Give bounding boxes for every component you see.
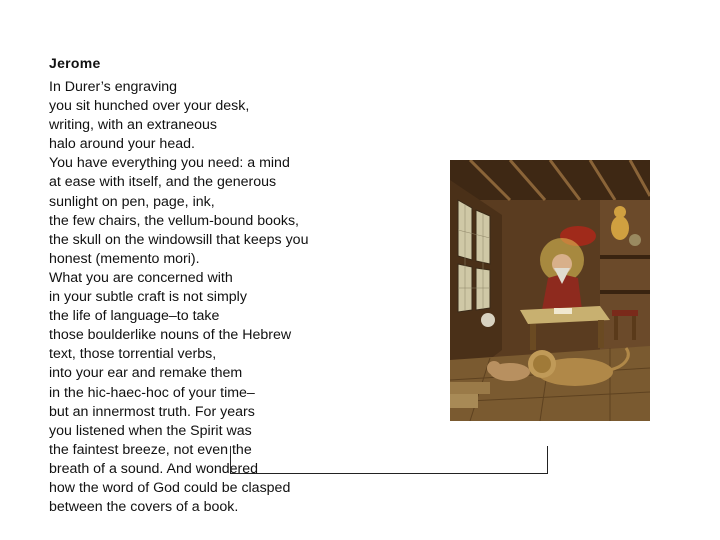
poem-line: the life of language–to take <box>49 308 220 325</box>
poem-line: between the covers of a book. <box>49 499 239 516</box>
poem-line: breath of a sound. And wondered <box>49 460 259 477</box>
poem-line: What you are concerned with <box>49 269 233 286</box>
poem-line: you sit hunched over your desk, <box>49 98 250 115</box>
poem-line: You have everything you need: a mind <box>49 155 290 172</box>
poem-title: Jerome <box>49 55 101 71</box>
poem-line: at ease with itself, and the generous <box>49 174 277 191</box>
poem-line: sunlight on pen, page, ink, <box>49 193 215 210</box>
poem-line: In Durer’s engraving <box>49 79 178 95</box>
poem-line: in the hic-haec-hoc of your time– <box>49 384 255 401</box>
poem-line: writing, with an extraneous <box>49 117 217 134</box>
artwork-illustration <box>450 160 650 421</box>
poem-line: the skull on the windowsill that keeps you <box>49 231 309 248</box>
poem-line: the faintest breeze, not even the <box>49 441 252 458</box>
callout-bracket <box>230 446 548 474</box>
poem-line: those boulderlike nouns of the Hebrew <box>49 327 292 344</box>
poem-line: you listened when the Spirit was <box>49 422 252 439</box>
poem-line: honest (memento mori). <box>49 250 200 267</box>
artwork-saint-jerome <box>450 160 650 421</box>
poem-line: into your ear and remake them <box>49 365 243 382</box>
poem-line: how the word of God could be clasped <box>49 479 291 496</box>
poem-line: but an innermost truth. For years <box>49 403 255 420</box>
poem-line: halo around your head. <box>49 136 195 153</box>
poem-line: text, those torrential verbs, <box>49 346 217 363</box>
poem-line: the few chairs, the vellum-bound books, <box>49 212 299 229</box>
poem-line: in your subtle craft is not simply <box>49 289 247 306</box>
